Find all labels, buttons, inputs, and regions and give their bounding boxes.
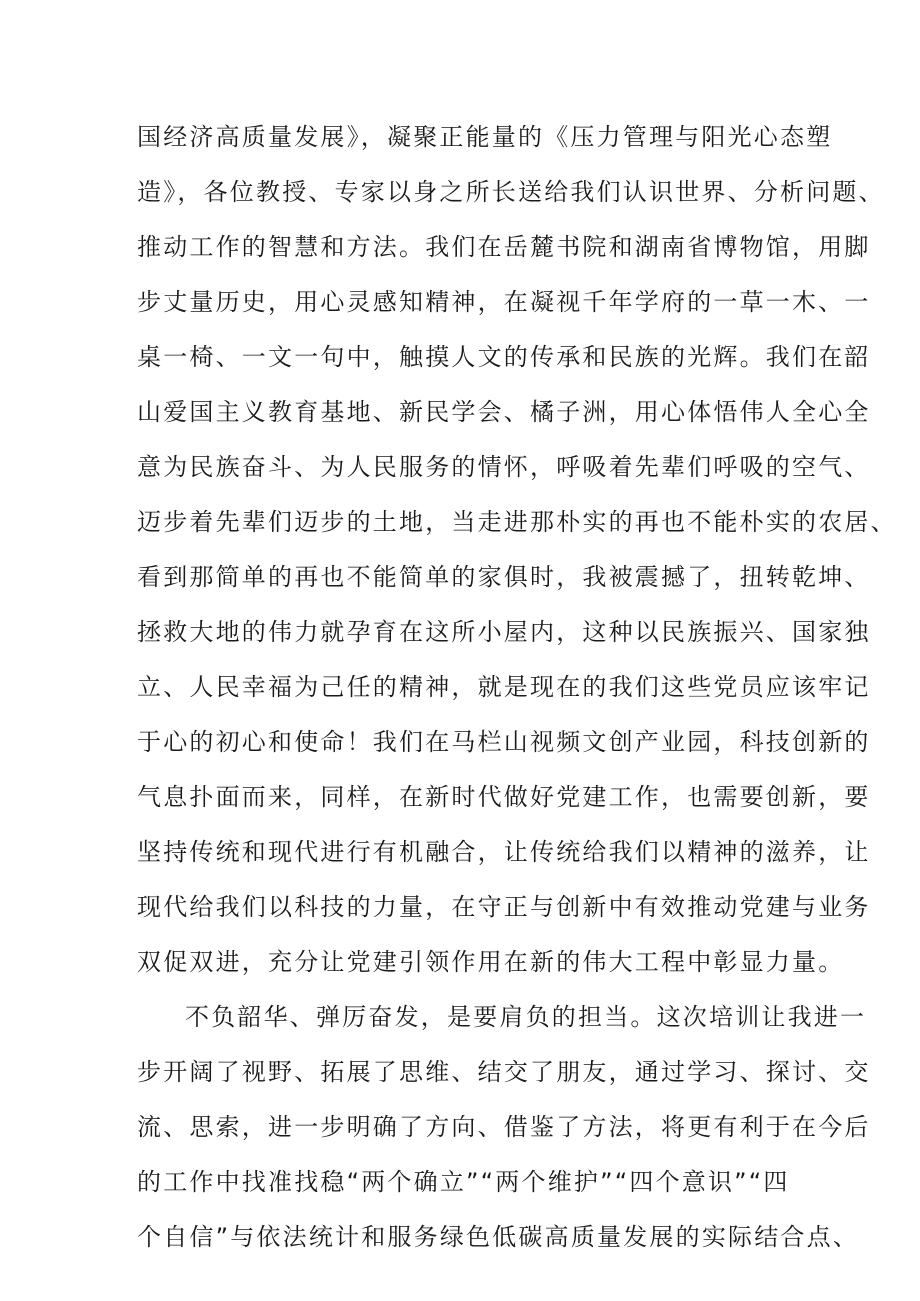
text-line: 看到那简单的再也不能简单的家俱时，我被震撼了，扭转乾坤、 [137,563,871,591]
text-line: 个自信”与依法统计和服务绿色低碳高质量发展的实际结合点、 [137,1223,860,1251]
text-line: 造》，各位教授、专家以身之所长送给我们认识世界、分析问题、 [137,178,885,206]
text-line: 的工作中找准找稳“两个确立”“两个维护”“四个意识”“四 [137,1168,790,1196]
text-line: 意为民族奋斗、为人民服务的情怀，呼吸着先辈们呼吸的空气、 [137,453,871,481]
text-line: 拯救大地的伟力就孕育在这所小屋内，这种以民族振兴、国家独 [137,618,871,646]
text-line: 现代给我们以科技的力量，在守正与创新中有效推动党建与业务 [137,893,871,921]
text-line: 国经济高质量发展》，凝聚正能量的《压力管理与阳光心态塑 [137,123,833,151]
text-line: 坚持传统和现代进行有机融合，让传统给我们以精神的滋养，让 [137,838,871,866]
text-line: 于心的初心和使命！我们在马栏山视频文创产业园，科技创新的 [137,728,871,756]
text-line: 气息扑面而来，同样，在新时代做好党建工作，也需要创新，要 [137,783,871,811]
text-line: 步丈量历史，用心灵感知精神，在凝视千年学府的一草一木、一 [137,288,871,316]
text-line: 流、思索，进一步明确了方向、借鉴了方法，将更有利于在今后 [137,1113,871,1141]
text-line: 推动工作的智慧和方法。我们在岳麓书院和湖南省博物馆，用脚 [137,233,871,261]
text-line: 步开阔了视野、拓展了思维、结交了朋友，通过学习、探讨、交 [137,1058,871,1086]
text-line: 桌一椅、一文一句中，触摸人文的传承和民族的光辉。我们在韶 [137,343,871,371]
text-line: 立、人民幸福为己任的精神，就是现在的我们这些党员应该牢记 [137,673,871,701]
text-line: 迈步着先辈们迈步的土地，当走进那朴实的再也不能朴实的农居、 [137,508,897,536]
text-line: 山爱国主义教育基地、新民学会、橘子洲，用心体悟伟人全心全 [137,398,871,426]
paragraph-first-line: 不负韶华、弹厉奋发，是要肩负的担当。这次培训让我进一 [185,1003,867,1031]
text-line: 双促双进，充分让党建引领作用在新的伟大工程中彰显力量。 [137,948,845,976]
